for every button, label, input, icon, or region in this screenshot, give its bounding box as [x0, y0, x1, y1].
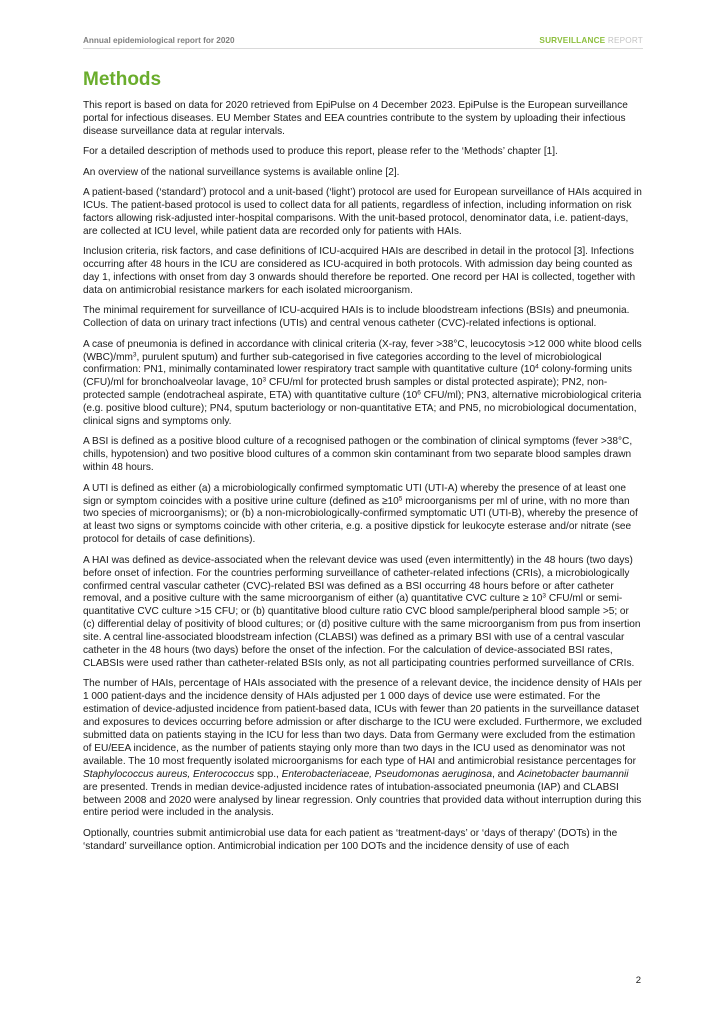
- text-run: A HAI was defined as device-associated when the relevant device was used (even intermittently) in the 48 hours (two days) before onset of infection. For the countries performing surveillance of catheter-related infections (CRIs), a microbiologically confirmed central vascular catheter (CVC)-related BSI was defined as a BSI occurring 48 hours before or after catheter removal, and a positive culture with the same microorganism of either (a) quantitative CVC culture ≥ 10: [83, 554, 633, 605]
- page-number: 2: [635, 975, 641, 986]
- text-run: The number of HAIs, percentage of HAIs associated with the presence of a relevant device, the incidence density of HAIs per 1 000 patient-days and the incidence density of HAIs adjusted per 1 000 days of device use were estimated. For the estimation of device-adjusted incidence from patient-based data, ICUs with fewer than 20 patients in the surveillance dataset and exposures to devices occurring before admission or after discharge to the ICU were excluded. Furthermore, we excluded submitted data on patients staying in the ICU for less than two days. Data from Germany were excluded from the estimation of EU/EEA incidence, as the number of patients staying only more than two days in the ICU used as denominator was not available. The 10 most frequently isolated microorganisms for each type of HAI and antimicrobial resistance percentages for: [83, 678, 642, 767]
- text-run: , and: [492, 768, 518, 780]
- text-run: CFU/ml or semi-quantitative CVC culture >15 CFU; or (b) quantitative blood culture ratio CVC blood sample/peripheral blood sample >5; or (c) differential delay of positivity of blood cultures; or (d) positive culture with the same microorganism from pus from insertion site. A central line-associated bloodstream infection (CLABSI) was defined as a primary BSI with use of a central vascular catheter in the 48 hours (two days) before the onset of the infection. For the calculation of device-associated BSI rates, CLABSIs were used rather than catheter-related BSIs only, as not all participating countries performed surveillance of CRIs.: [83, 593, 641, 669]
- report-type-accent: SURVEILLANCE: [539, 36, 606, 45]
- text-run: , purulent sputum) and further sub-categorised in five categories according to the level of microbiological confirmation: PN1, minimally contaminated lower respiratory tract sample with quantitative culture (10: [83, 351, 602, 376]
- text-run: spp.,: [254, 768, 282, 780]
- paragraph-2: For a detailed description of methods used to produce this report, please refer to the ‘Methods’ chapter [1].: [83, 146, 558, 158]
- text-run: microorganisms per ml of urine, with no more than two species of microorganisms); or (b) a non-microbiologically-confirmed symptomatic UTI (UTI-B), whereby the presence of at least two signs or symptoms coincide with other criteria, e.g. a positive dipstick for leukocyte esterase and/or nitrate (see protocol for details of case definitions).: [83, 495, 638, 546]
- main-content: [83, 68, 643, 861]
- superscript: 3: [132, 351, 137, 358]
- report-type: [539, 36, 643, 45]
- text-run: colony-forming units (CFU)/ml for bronchoalveolar lavage, 10: [83, 364, 632, 389]
- paragraph-10: [83, 555, 643, 671]
- text-run: A case of pneumonia is defined in accordance with clinical criteria (X-ray, fever >38°C, leucocytosis >12 000 white blood cells (WBC)/mm: [83, 338, 642, 363]
- report-title: Annual epidemiological report for 2020: [83, 36, 235, 45]
- superscript: 5: [398, 495, 403, 503]
- paragraph-6: The minimal requirement for surveillance of ICU-acquired HAIs is to include bloodstream infections (BSIs) and pneumonia. Collection of data on urinary tract infections (UTIs) and central venous catheter (CVC)-related infections is optional.: [83, 305, 630, 330]
- running-header: [83, 34, 643, 49]
- italic-organism: Enterobacteriaceae, Pseudomonas aeruginosa: [281, 768, 493, 780]
- paragraph-3: An overview of the national surveillance systems is available online [2].: [83, 166, 400, 178]
- superscript: 4: [535, 363, 539, 371]
- italic-organism: Acinetobacter baumannii: [517, 768, 629, 780]
- paragraph-11: [83, 678, 643, 820]
- paragraph-4: A patient-based (‘standard’) protocol and a unit-based (‘light’) protocol are used for European surveillance of HAIs acquired in ICUs. The patient-based protocol is used to collect data for all patients, regardless of infection, including information on risk factors allowing risk-adjusted inter-hospital comparisons. With the unit-based protocol, denominator data, i.e. patient-days, are collected at ICU level, while patient data are recorded only for patients with HAIs.: [83, 187, 642, 237]
- paragraph-9: [83, 483, 643, 548]
- text-run: CFU/ml); PN3, alternative microbiological criteria (e.g. positive blood culture); PN4, sputum bacteriology or non-quantitative ETA; and PN5, no microbiological documentation, clinical signs and symptoms only.: [83, 390, 642, 428]
- italic-organism: Staphylococcus aureus, Enterococcus: [83, 768, 255, 780]
- section-title: Methods: [83, 69, 162, 90]
- text-run: CFU/ml for protected brush samples or distal protected aspirate); PN2, non-protected sample (endotracheal aspirate, ETA) with quantitative culture (10: [83, 377, 608, 402]
- report-type-rest: REPORT: [607, 36, 643, 45]
- paragraph-1: This report is based on data for 2020 retrieved from EpiPulse on 4 December 2023. EpiPulse is the European surveillance portal for infectious diseases. EU Member States and EEA countries contribute to the system by uploading their infectious disease surveillance data at regular intervals.: [83, 100, 628, 137]
- superscript: 3: [262, 376, 267, 384]
- text-run: are presented. Trends in median device-adjusted incidence rates of intubation-associated pneumonia (IAP) and CLABSI between 2008 and 2020 were analysed by linear regression. Only countries that provided data without interruption during this entire period were included in the analysis.: [83, 781, 642, 819]
- paragraph-12: Optionally, countries submit antimicrobial use data for each patient as ‘treatment-days’ or ‘days of therapy’ (DOTs) in the ‘standard’ surveillance option. Antimicrobial indication per 100 DOTs and the incidence density of use of each: [83, 827, 618, 852]
- superscript: 6: [417, 389, 421, 397]
- superscript: 3: [542, 592, 547, 600]
- text-run: A UTI is defined as either (a) a microbiologically confirmed symptomatic UTI (UTI-A) whereby the presence of at least one sign or symptom coincides with a positive urine culture (defined as ≥10: [83, 482, 627, 507]
- paragraph-7: [83, 339, 643, 429]
- paragraph-5: Inclusion criteria, risk factors, and case definitions of ICU-acquired HAIs are described in detail in the protocol [3]. Infections occurring after 48 hours in the ICU are considered as ICU-acquired in both protocols. With admission day being counted as day 1, infections with onset from day 3 onwards should therefore be reported. One record per HAI is collected, together with data on antimicrobial resistance markers for each isolated microorganism.: [83, 246, 636, 296]
- paragraph-8: A BSI is defined as a positive blood culture of a recognised pathogen or the combination of clinical symptoms (fever >38°C, chills, hypotension) and two positive blood cultures of a common skin contaminant from two separate blood samples drawn within 48 hours.: [83, 436, 633, 474]
